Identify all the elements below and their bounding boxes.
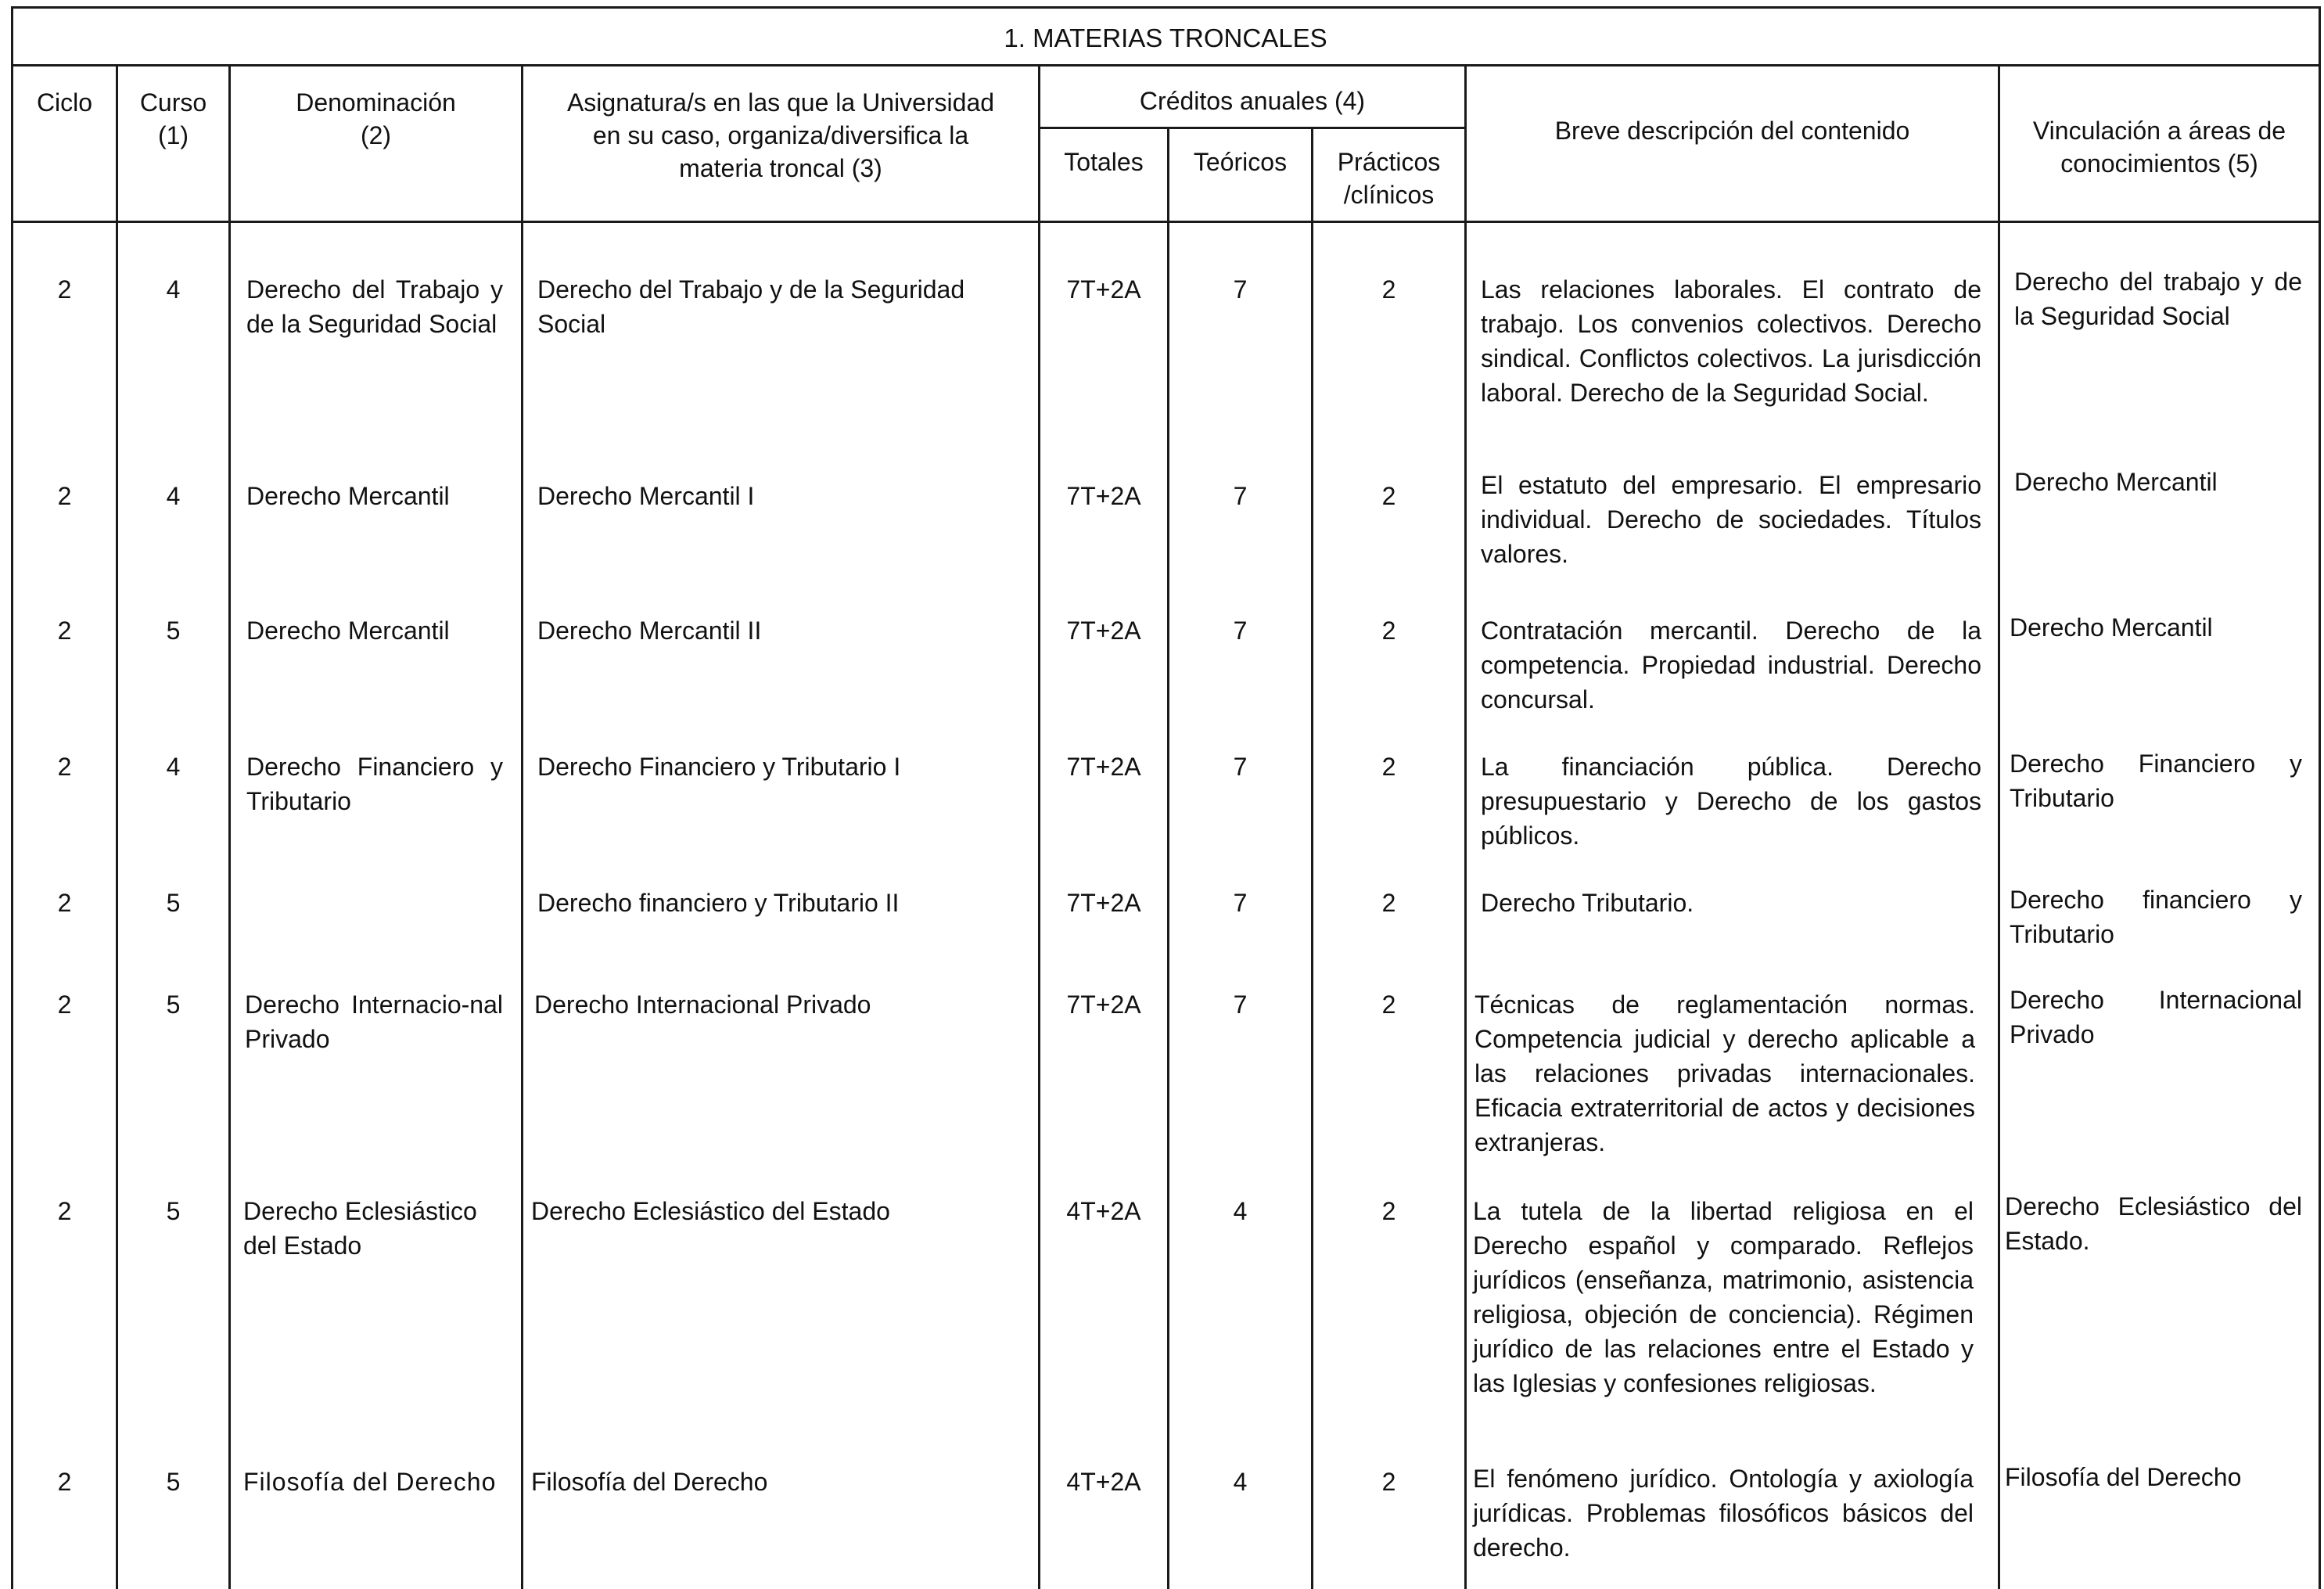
cell-descripcion: La tutela de la libertad religiosa en el Derecho español y comparado. Reflejos jurídicos (enseñanza, matrimonio, asistencia religiosa, objeción de conciencia). Régimen jurídico de las relaciones entre el Estado y las Iglesias y confesiones religiosas.: [1473, 1197, 1974, 1397]
cell-descripcion: El fenómeno jurídico. Ontología y axiología jurídicas. Problemas filosóficos básicos del derecho.: [1473, 1465, 1974, 1562]
cell-descripcion: Técnicas de reglamentación normas. Competencia judicial y derecho aplicable a las relaciones privadas internacionales. Eficacia extraterritorial de actos y decisiones extranjeras.: [1475, 990, 1975, 1156]
header-curso: Curso (1): [139, 88, 207, 149]
cell-totales: 7T+2A: [1066, 617, 1141, 645]
cell-practicos: 2: [1381, 1468, 1396, 1496]
cell-ciclo: 2: [57, 482, 72, 510]
cell-ciclo: 2: [57, 275, 72, 304]
cell-teoricos: 7: [1233, 275, 1248, 304]
cell-asignatura: Derecho Eclesiástico del Estado: [531, 1197, 890, 1225]
cell-curso: 4: [166, 482, 181, 510]
header-asignatura: Asignatura/s en las que la Universidad en su caso, organiza/diversifica la materia troncal (3): [566, 88, 995, 182]
cell-vinculacion: Derecho Financiero y Tributario: [2010, 750, 2302, 812]
cell-practicos: 2: [1381, 275, 1396, 304]
title-divider: [11, 64, 2320, 67]
cell-curso: 5: [166, 617, 181, 645]
header-ciclo: Ciclo: [36, 88, 93, 117]
cell-denominacion: Derecho Eclesiástico del Estado: [243, 1197, 477, 1260]
header-totales: Totales: [1064, 148, 1144, 176]
cell-ciclo: 2: [57, 1197, 72, 1225]
cell-totales: 7T+2A: [1066, 482, 1141, 510]
cell-totales: 7T+2A: [1066, 990, 1141, 1019]
cell-asignatura: Derecho Mercantil II: [537, 617, 762, 645]
cell-ciclo: 2: [57, 617, 72, 645]
cell-totales: 4T+2A: [1066, 1197, 1141, 1225]
cell-vinculacion: Filosofía del Derecho: [2005, 1463, 2242, 1491]
header-bottom-border: [11, 221, 2320, 223]
cell-asignatura: Derecho del Trabajo y de la Seguridad Social: [537, 275, 965, 338]
col-divider-teoricos: [1311, 127, 1313, 1589]
cell-teoricos: 4: [1233, 1468, 1248, 1496]
section-title: 1. MATERIAS TRONCALES: [1004, 23, 1327, 52]
cell-asignatura: Derecho Financiero y Tributario I: [537, 753, 901, 781]
header-vinculacion: Vinculación a áreas de conocimientos (5): [2032, 117, 2286, 178]
cell-denominacion: Filosofía del Derecho: [243, 1468, 497, 1496]
table-border-left: [11, 6, 13, 1589]
col-divider-descripcion: [1998, 64, 2000, 1589]
cell-practicos: 2: [1381, 990, 1396, 1019]
cell-vinculacion: Derecho Mercantil: [2010, 613, 2213, 642]
cell-descripcion: Derecho Tributario.: [1481, 889, 1694, 917]
cell-asignatura: Derecho Mercantil I: [537, 482, 755, 510]
cell-asignatura: Filosofía del Derecho: [531, 1468, 768, 1496]
col-divider-denominacion: [521, 64, 523, 1589]
cell-asignatura: Derecho Internacional Privado: [534, 990, 871, 1019]
cell-ciclo: 2: [57, 753, 72, 781]
cell-vinculacion: Derecho Internacional Privado: [2010, 986, 2302, 1048]
cell-denominacion: Derecho Mercantil: [246, 617, 450, 645]
cell-curso: 5: [166, 1468, 181, 1496]
cell-teoricos: 7: [1233, 990, 1248, 1019]
credits-subheader-divider: [1038, 127, 1464, 129]
cell-descripcion: La financiación pública. Derecho presupuestario y Derecho de los gastos públicos.: [1481, 753, 1981, 850]
table-border-right: [2319, 6, 2321, 1589]
cell-practicos: 2: [1381, 753, 1396, 781]
cell-descripcion: El estatuto del empresario. El empresario individual. Derecho de sociedades. Títulos valores.: [1481, 471, 1981, 568]
cell-teoricos: 7: [1233, 889, 1248, 917]
cell-totales: 7T+2A: [1066, 753, 1141, 781]
cell-curso: 4: [166, 275, 181, 304]
cell-practicos: 2: [1381, 482, 1396, 510]
cell-ciclo: 2: [57, 990, 72, 1019]
cell-totales: 4T+2A: [1066, 1468, 1141, 1496]
cell-teoricos: 4: [1233, 1197, 1248, 1225]
cell-vinculacion: Derecho del trabajo y de la Seguridad Social: [2014, 268, 2302, 330]
cell-curso: 5: [166, 990, 181, 1019]
header-denominacion: Denominación (2): [296, 88, 456, 149]
cell-curso: 5: [166, 1197, 181, 1225]
table-border-top: [11, 6, 2320, 9]
cell-ciclo: 2: [57, 1468, 72, 1496]
col-divider-creditos: [1464, 64, 1467, 1589]
cell-practicos: 2: [1381, 1197, 1396, 1225]
cell-totales: 7T+2A: [1066, 275, 1141, 304]
header-creditos-anuales: Créditos anuales (4): [1139, 87, 1366, 115]
header-practicos-clinicos: Prácticos /clínicos: [1337, 148, 1441, 209]
cell-vinculacion: Derecho financiero y Tributario: [2010, 886, 2302, 948]
cell-practicos: 2: [1381, 617, 1396, 645]
cell-curso: 5: [166, 889, 181, 917]
header-teoricos: Teóricos: [1193, 148, 1288, 176]
cell-teoricos: 7: [1233, 753, 1248, 781]
cell-denominacion: Derecho del Trabajo y de la Seguridad Social: [246, 275, 503, 338]
col-divider-curso: [228, 64, 231, 1589]
cell-ciclo: 2: [57, 889, 72, 917]
cell-totales: 7T+2A: [1066, 889, 1141, 917]
cell-vinculacion: Derecho Eclesiástico del Estado.: [2005, 1192, 2302, 1255]
cell-denominacion: Derecho Mercantil: [246, 482, 450, 510]
cell-denominacion: Derecho Internacio-nal Privado: [245, 990, 503, 1053]
cell-descripcion: Las relaciones laborales. El contrato de trabajo. Los convenios colectivos. Derecho sindical. Conflictos colectivos. La jurisdicción laboral. Derecho de la Seguridad Social.: [1481, 275, 1981, 407]
cell-descripcion: Contratación mercantil. Derecho de la competencia. Propiedad industrial. Derecho concursal.: [1481, 617, 1981, 714]
cell-denominacion: Derecho Financiero y Tributario: [246, 753, 503, 815]
cell-practicos: 2: [1381, 889, 1396, 917]
cell-curso: 4: [166, 753, 181, 781]
cell-asignatura: Derecho financiero y Tributario II: [537, 889, 900, 917]
col-divider-totales: [1167, 127, 1169, 1589]
cell-vinculacion: Derecho Mercantil: [2014, 468, 2218, 496]
cell-teoricos: 7: [1233, 617, 1248, 645]
header-descripcion: Breve descripción del contenido: [1554, 117, 1910, 145]
cell-teoricos: 7: [1233, 482, 1248, 510]
